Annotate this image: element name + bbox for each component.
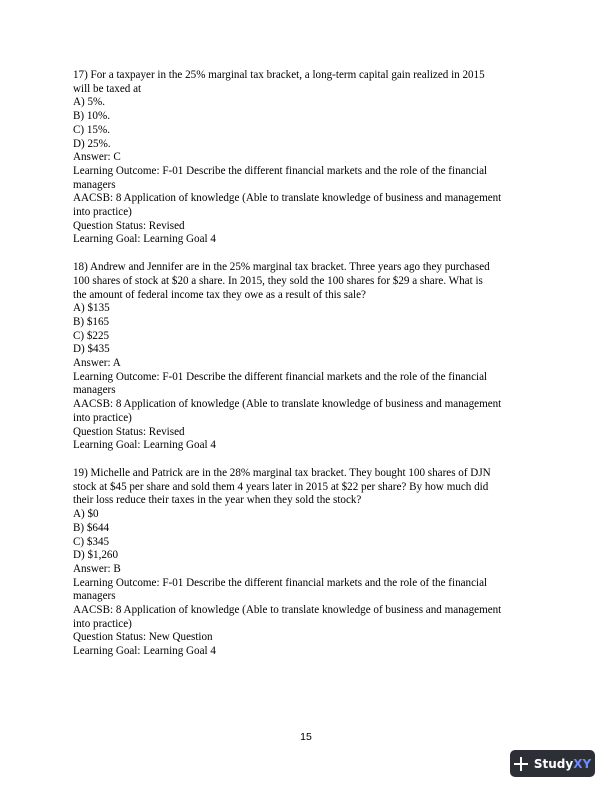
page-number: 15 — [300, 731, 312, 743]
learning-goal: Learning Goal: Learning Goal 4 — [73, 645, 216, 658]
learning-goal: Learning Goal: Learning Goal 4 — [73, 439, 216, 452]
question-status: Question Status: Revised — [73, 219, 185, 232]
answer-option-d: D) 25%. — [73, 137, 111, 150]
question-17 — [73, 69, 543, 247]
answer-line: Answer: C — [73, 151, 121, 164]
learning-outcome: managers — [73, 590, 116, 603]
question-text: stock at $45 per share and sold them 4 years later in 2015 at $22 per share? By how much did — [73, 480, 489, 493]
answer-option-b: B) 10%. — [73, 110, 110, 123]
answer-line: Answer: A — [73, 357, 121, 370]
learning-goal: Learning Goal: Learning Goal 4 — [73, 233, 216, 246]
question-text: their loss reduce their taxes in the year when they sold the stock? — [73, 494, 362, 507]
learning-outcome: managers — [73, 178, 116, 191]
aacsb-line: AACSB: 8 Application of knowledge (Able to translate knowledge of business and management — [73, 398, 502, 411]
answer-option-a: A) 5%. — [73, 96, 106, 109]
learning-outcome: Learning Outcome: F-01 Describe the different financial markets and the role of the financial — [73, 576, 488, 589]
answer-option-c: C) 15%. — [73, 123, 110, 136]
aacsb-line: into practice) — [73, 617, 132, 630]
aacsb-line: AACSB: 8 Application of knowledge (Able to translate knowledge of business and management — [73, 192, 502, 205]
question-status: Question Status: Revised — [73, 425, 185, 438]
page-content — [73, 69, 543, 673]
answer-option-b: B) $165 — [73, 315, 110, 328]
question-status: Question Status: New Question — [73, 631, 213, 644]
question-text: 18) Andrew and Jennifer are in the 25% marginal tax bracket. Three years ago they purchased — [73, 261, 490, 274]
plus-icon — [514, 757, 528, 771]
learning-outcome: Learning Outcome: F-01 Describe the different financial markets and the role of the financial — [73, 164, 488, 177]
question-text: the amount of federal income tax they owe as a result of this sale? — [73, 288, 366, 301]
answer-option-c: C) $345 — [73, 535, 110, 548]
answer-option-d: D) $435 — [73, 343, 110, 356]
answer-line: Answer: B — [73, 562, 121, 575]
badge-text-main: Study — [533, 756, 574, 771]
question-text: will be taxed at — [73, 82, 142, 95]
aacsb-line: into practice) — [73, 206, 132, 219]
studyxy-badge[interactable] — [510, 750, 595, 777]
question-text: 19) Michelle and Patrick are in the 28% marginal tax bracket. They bought 100 shares of DJN — [73, 466, 491, 479]
question-text: 17) For a taxpayer in the 25% marginal tax bracket, a long-term capital gain realized in 2015 — [73, 69, 485, 81]
learning-outcome: managers — [73, 384, 116, 397]
aacsb-line: AACSB: 8 Application of knowledge (Able to translate knowledge of business and management — [73, 604, 502, 617]
aacsb-line: into practice) — [73, 411, 132, 424]
answer-option-a: A) $0 — [73, 508, 99, 521]
badge-text-accent: XY — [573, 756, 592, 771]
question-18 — [73, 261, 543, 453]
answer-option-d: D) $1,260 — [73, 549, 118, 562]
question-19 — [73, 467, 543, 659]
answer-option-c: C) $225 — [73, 329, 110, 342]
question-text: 100 shares of stock at $20 a share. In 2015, they sold the 100 shares for $29 a share. What is — [73, 274, 483, 287]
learning-outcome: Learning Outcome: F-01 Describe the different financial markets and the role of the financial — [73, 370, 488, 383]
answer-option-b: B) $644 — [73, 521, 110, 534]
answer-option-a: A) $135 — [73, 302, 110, 315]
